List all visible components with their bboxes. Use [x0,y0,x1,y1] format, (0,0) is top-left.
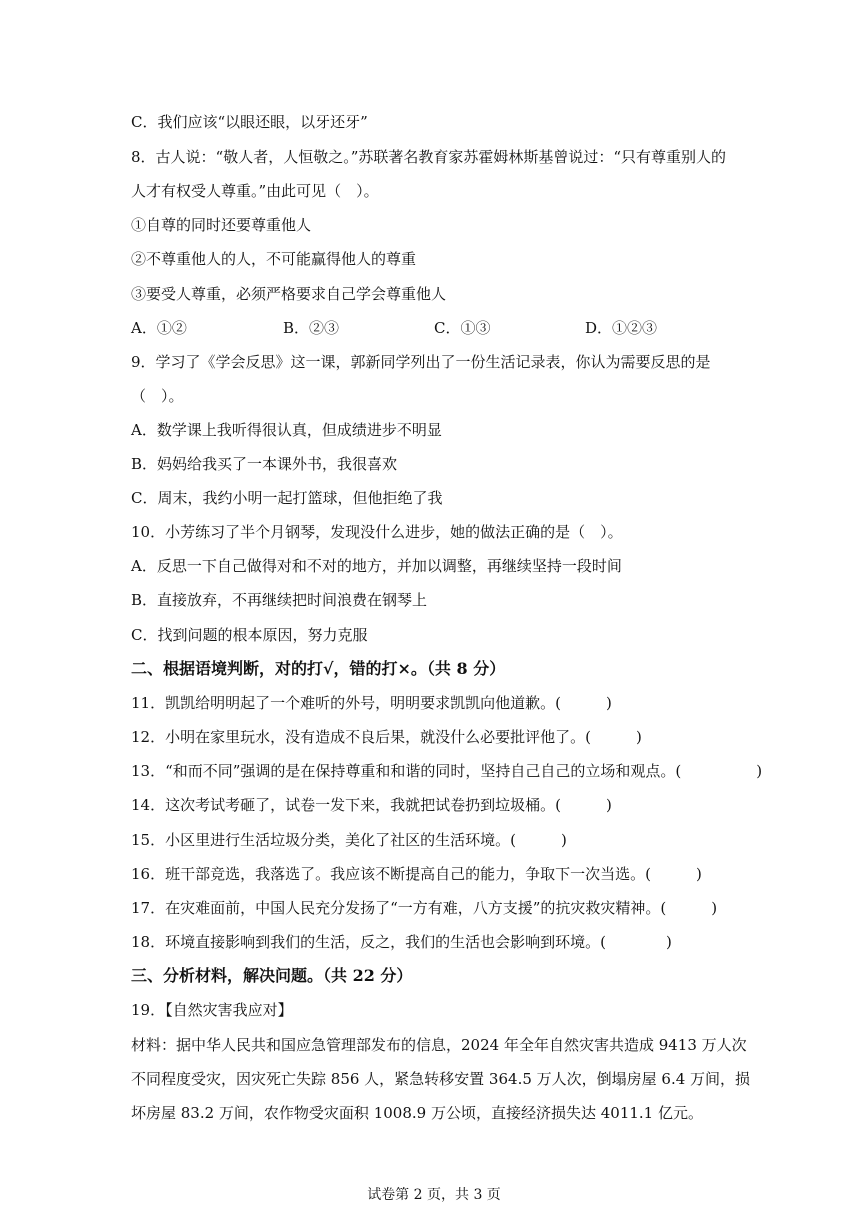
q8-option-d: D．①②③ [585,319,658,337]
page-footer: 试卷第 2 页，共 3 页 [367,1187,501,1203]
judge-item-18: 18．环境直接影响到我们的生活，反之，我们的生活也会影响到环境。( ) [131,933,672,951]
q8-stem-line2: 人才有权受人尊重。”由此可见（ ）。 [131,182,379,200]
q19-title: 19．【自然灾害我应对】 [131,1001,293,1019]
judge-item-11: 11．凯凯给明明起了一个难听的外号，明明要求凯凯向他道歉。( ) [131,694,612,712]
q10-stem: 10．小芳练习了半个月钢琴，发现没什么进步，她的做法正确的是（ ）。 [131,523,623,541]
q9-option-c: C．周末，我约小明一起打篮球，但他拒绝了我 [131,489,443,507]
q9-stem-line1: 9．学习了《学会反思》这一课，郭新同学列出了一份生活记录表，你认为需要反思的是 [131,353,711,371]
judge-item-14: 14．这次考试考砸了，试卷一发下来，我就把试卷扔到垃圾桶。( ) [131,796,612,814]
q8-option-a: A．①② [131,319,187,337]
judge-item-15: 15．小区里进行生活垃圾分类，美化了社区的生活环境。( ) [131,831,567,849]
section-2-heading: 二、根据语境判断，对的打√，错的打×。（共 8 分） [131,659,506,678]
q19-material-line2: 不同程度受灾，因灾死亡失踪 856 人，紧急转移安置 364.5 万人次，倒塌房屋 6.4 万间，损 [131,1070,751,1088]
q10-option-a: A．反思一下自己做得对和不对的地方，并加以调整，再继续坚持一段时间 [131,557,622,575]
q9-option-b: B．妈妈给我买了一本课外书，我很喜欢 [131,455,398,473]
judge-item-16: 16．班干部竞选，我落选了。我应该不断提高自己的能力，争取下一次当选。( ) [131,865,702,883]
q10-option-b: B．直接放弃，不再继续把时间浪费在钢琴上 [131,591,428,609]
q9-option-a: A．数学课上我听得很认真，但成绩进步不明显 [131,421,442,439]
q8-option-c: C．①③ [434,319,491,337]
q9-stem-line2: （ ）。 [131,387,184,405]
q8-statement-1: ①自尊的同时还要尊重他人 [131,216,312,234]
q19-material-line3: 坏房屋 83.2 万间，农作物受灾面积 1008.9 万公顷，直接经济损失达 4011.1 亿元。 [131,1104,703,1122]
section-3-heading: 三、分析材料，解决问题。（共 22 分） [131,966,413,985]
q19-material-line1: 材料：据中华人民共和国应急管理部发布的信息，2024 年全年自然灾害共造成 9413 万人次 [131,1036,747,1054]
q7-option-c: C．我们应该“以眼还眼，以牙还牙” [131,113,368,131]
q10-option-c: C．找到问题的根本原因，努力克服 [131,626,368,644]
q8-stem-line1: 8．古人说：“敬人者，人恒敬之。”苏联著名教育家苏霍姆林斯基曾说过：“只有尊重别人的 [131,148,727,166]
judge-item-13: 13．“和而不同”强调的是在保持尊重和和谐的同时，坚持自己自己的立场和观点。( ) [131,762,763,780]
q8-statement-3: ③要受人尊重，必须严格要求自己学会尊重他人 [131,285,447,303]
judge-item-12: 12．小明在家里玩水，没有造成不良后果，就没什么必要批评他了。( ) [131,728,642,746]
judge-item-17: 17．在灾难面前，中国人民充分发扬了“一方有难，八方支援”的抗灾救灾精神。( ) [131,899,718,917]
q8-option-b: B．②③ [283,319,340,337]
q8-statement-2: ②不尊重他人的人，不可能赢得他人的尊重 [131,250,417,268]
